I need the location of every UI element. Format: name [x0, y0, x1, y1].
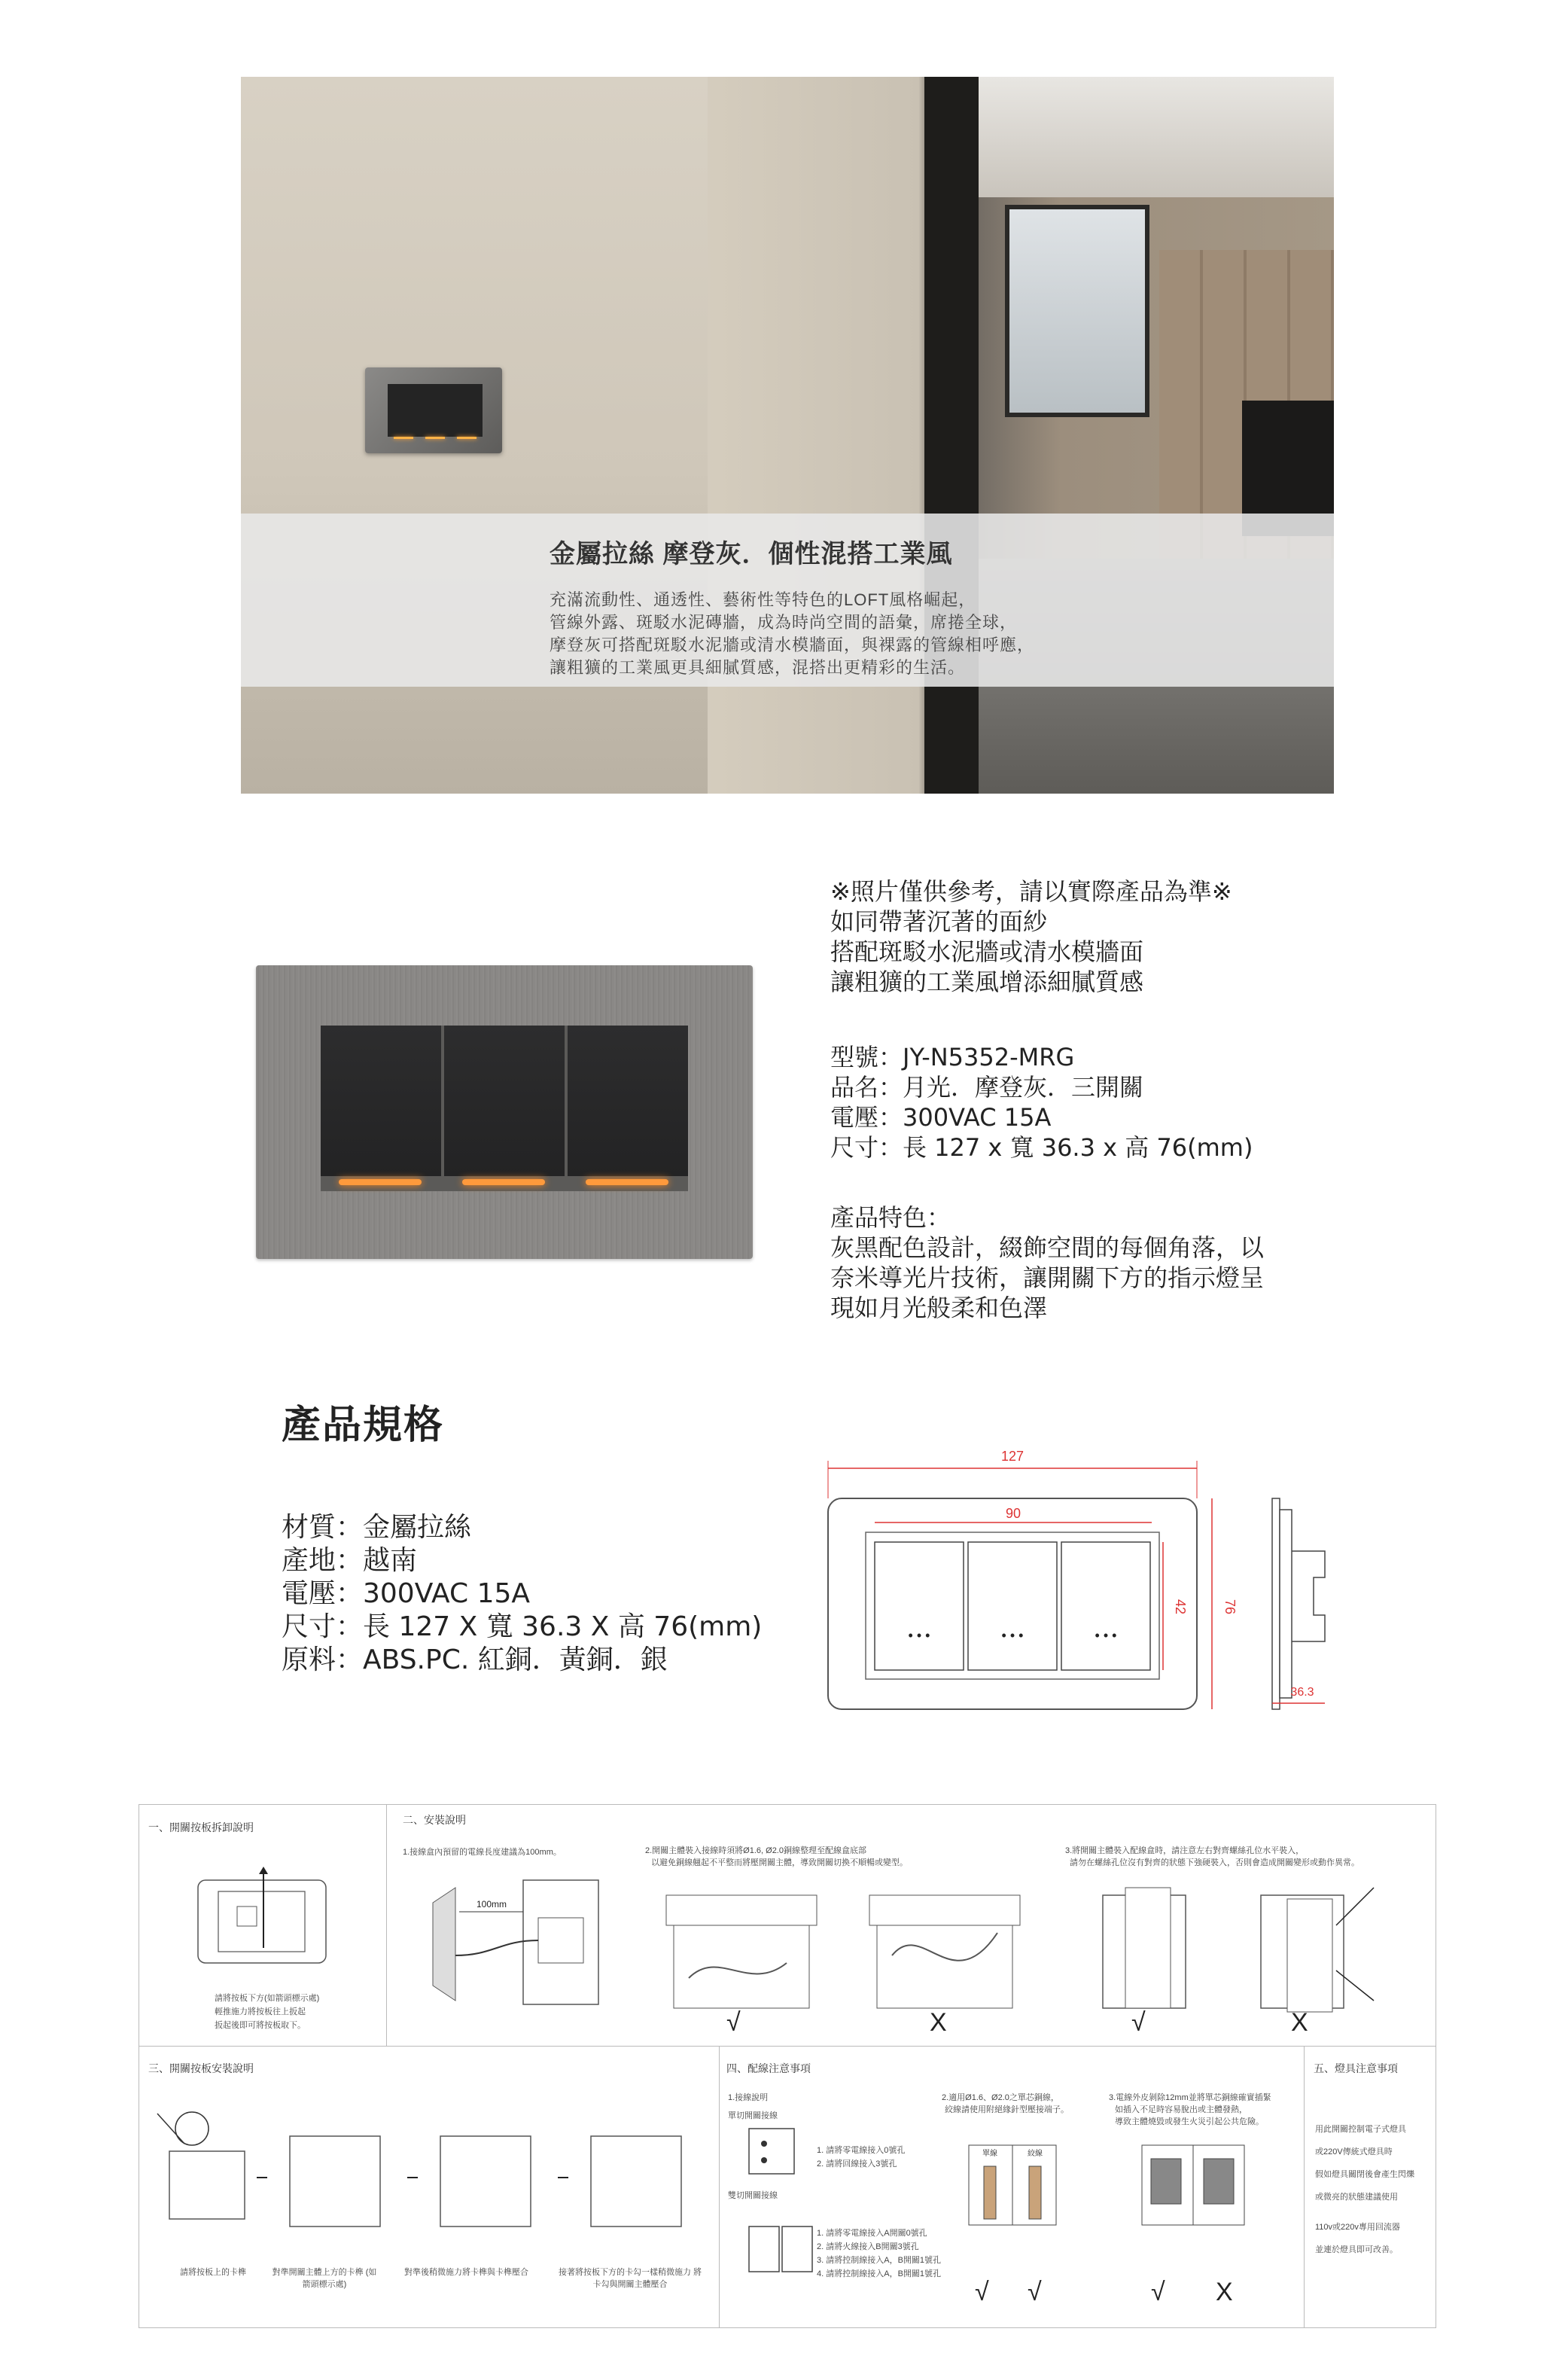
section-3-title: 三、開關按板安裝說明	[148, 2062, 254, 2074]
plate-install-illustrations	[154, 2106, 711, 2242]
specs-title: 產品規格	[282, 1404, 445, 1447]
spec-origin: 產地：越南	[282, 1545, 418, 1576]
lamp-note: 或微亮的狀態建議使用	[1315, 2193, 1398, 2202]
hero-switch-key	[451, 384, 483, 437]
section-4-title: 四、配線注意事項	[726, 2062, 811, 2074]
photo-notice: ※照片僅供參考，請以實際產品為準※	[830, 877, 1232, 906]
product-key-frame	[321, 1026, 688, 1191]
feature-line: 奈米導光片技術，讓開關下方的指示燈呈	[830, 1263, 1265, 1292]
incorrect-mark: X	[930, 2008, 947, 2037]
install-step-3b: 請勿在螺絲孔位沒有對齊的狀態下強硬裝入，否則會造成開關變形或動作異常。	[1070, 1858, 1359, 1867]
install-step-2a: 2.開關主體裝入接線時須將Ø1.6, Ø2.0銅線整理至配線盒底部	[645, 1846, 866, 1855]
hero-switch-led	[457, 437, 476, 439]
section-2-title: 二、安裝說明	[403, 1814, 466, 1826]
install-step-2b: 以避免銅線翹起不平整而將壓開關主體，導致開關切換不順暢或變型。	[651, 1858, 908, 1867]
plate-install-caption: 接著將按板下方的卡勾一樣稍微施力 將卡勾與開關主體壓合	[558, 2268, 702, 2289]
hero-window	[1005, 205, 1149, 417]
remove-plate-illustration	[192, 1865, 335, 1970]
description-line: 如同帶著沉著的面紗	[830, 907, 1048, 936]
lamp-note: 假如燈具關閉後會產生閃爍	[1315, 2170, 1414, 2179]
product-key-left	[321, 1026, 441, 1176]
wire-type-stranded: 絞線	[1028, 2150, 1043, 2158]
side-view-mount	[1292, 1551, 1325, 1641]
section-1-title: 一、開關按板拆卸說明	[148, 1821, 254, 1833]
product-led	[462, 1179, 545, 1185]
hero-switch-led	[425, 437, 445, 439]
feature-line: 灰黑配色設計，綴飾空間的每個角落，以	[830, 1233, 1265, 1262]
installation-manual	[139, 1804, 1436, 2328]
wire-length-label: 100mm	[476, 1899, 507, 1910]
dim-inner-width-label: 90	[1005, 1506, 1021, 1521]
double-switch-label: 雙切開關接線	[728, 2191, 778, 2200]
hero-text-line: 摩登灰可搭配斑駁水泥牆或清水模牆面，與裸露的管線相呼應，	[550, 635, 1035, 654]
screw-alignment-illustration	[1095, 1880, 1419, 2016]
spec-raw-material: 原料：ABS.PC. 紅銅．黃銅．銀	[282, 1644, 668, 1675]
diagram-key	[968, 1542, 1057, 1670]
features-title: 產品特色：	[830, 1203, 951, 1232]
lamp-note: 或220V傳統式燈具時	[1315, 2147, 1393, 2156]
correct-mark: √	[1151, 2278, 1165, 2306]
side-view-body	[1280, 1510, 1292, 1698]
wiring-note-2a: 2.適用Ø1.6、Ø2.0之單芯銅線，	[942, 2093, 1059, 2102]
hero-ceiling	[979, 77, 1334, 197]
hero-text-line: 管線外露、斑駁水泥磚牆，成為時尚空間的語彙，席捲全球，	[550, 613, 1018, 632]
wire-type-single: 單線	[982, 2150, 997, 2158]
wiring-note-2b: 絞線請使用附絕緣針型壓接端子。	[945, 2105, 1069, 2114]
model-number: 型號：JY-N5352-MRG	[830, 1043, 1075, 1071]
diagram-key-dots: • • •	[1095, 1628, 1117, 1643]
hero-text-line: 讓粗獷的工業風更具細膩質感，混搭出更精彩的生活。	[550, 658, 966, 677]
wiring-diagram	[741, 2121, 817, 2294]
lamp-note: 用此開關控制電子式燈具	[1315, 2125, 1406, 2134]
double-step: 1. 請將零電線接入A開關0號孔	[817, 2229, 927, 2238]
incorrect-mark: X	[1291, 2008, 1308, 2037]
wire-arrangement-illustration	[651, 1888, 1043, 2023]
dimensions: 尺寸：長 127 x 寬 36.3 x 高 76(mm)	[830, 1133, 1253, 1162]
hero-switch-led	[394, 437, 413, 439]
description-line: 讓粗獷的工業風增添細膩質感	[830, 968, 1144, 996]
wiring-title: 1.接線說明	[728, 2093, 769, 2102]
hero-switch-plate	[365, 367, 502, 453]
plate-install-caption: 請將按板上的卡榫	[180, 2268, 246, 2277]
product-led	[586, 1179, 668, 1185]
dim-width-label: 127	[1000, 1449, 1025, 1464]
wiring-note-3c: 導致主體燒毀或發生火災引起公共危險。	[1115, 2117, 1264, 2126]
hero-photo	[241, 77, 1334, 794]
correct-mark: √	[1131, 2008, 1146, 2037]
plate-install-caption: 對準後稍微施力將卡榫與卡榫壓合	[404, 2268, 528, 2277]
double-step: 2. 請將火線接入B開關3號孔	[817, 2242, 919, 2251]
product-key-middle	[444, 1026, 565, 1176]
single-switch-label: 單切開關接線	[728, 2111, 778, 2120]
wiring-note-3b: 如插入不足時容易脫出或主體發熱，	[1115, 2105, 1247, 2114]
wiring-note-3a: 3.電線外皮剝除12mm並將單芯銅線確實插緊	[1109, 2093, 1271, 2102]
single-step: 2. 請將回線接入3號孔	[817, 2159, 897, 2169]
double-step: 4. 請將控制線接入A，B開關1號孔	[817, 2269, 942, 2278]
product-led	[339, 1179, 422, 1185]
product-key-right	[568, 1026, 688, 1176]
section-1-note: 扳起後即可將按板取下。	[215, 2021, 306, 2030]
incorrect-mark: X	[1216, 2278, 1233, 2306]
lamp-note: 110v或220v專用回流器	[1315, 2223, 1400, 2232]
side-view-plate	[1272, 1498, 1280, 1709]
double-step: 3. 請將控制線接入A，B開關1號孔	[817, 2256, 942, 2265]
section-1-note: 輕推施力將按板往上扳起	[215, 2007, 306, 2016]
diagram-key	[875, 1542, 964, 1670]
hero-text-line: 充滿流動性、通透性、藝術性等特色的LOFT風格崛起，	[550, 590, 976, 609]
dimension-diagram	[821, 1438, 1347, 1717]
single-step: 1. 請將零電線接入0號孔	[817, 2146, 906, 2155]
diagram-key-dots: • • •	[1001, 1628, 1024, 1643]
section-1-note: 請將按板下方(如箭頭標示處)	[215, 1994, 320, 2003]
hero-switch-key	[388, 384, 419, 437]
voltage: 電壓：300VAC 15A	[830, 1103, 1052, 1132]
product-photo	[256, 965, 753, 1259]
spec-voltage: 電壓：300VAC 15A	[282, 1578, 531, 1609]
install-step-3a: 3.將開關主體裝入配線盒時，請注意左右對齊螺絲孔位水平裝入，	[1065, 1846, 1305, 1855]
hero-title: 金屬拉絲 摩登灰．個性混搭工業風	[550, 540, 953, 568]
correct-mark: √	[975, 2278, 989, 2306]
hero-switch-key	[419, 384, 451, 437]
correct-mark: √	[1028, 2278, 1042, 2306]
correct-mark: √	[726, 2008, 741, 2037]
dim-depth-label: 36.3	[1290, 1686, 1314, 1699]
wire-type-illustration	[967, 2144, 1058, 2227]
dim-height-label: 76	[1222, 1599, 1238, 1615]
section-5-title: 五、燈具注意事項	[1314, 2062, 1398, 2074]
spec-material: 材質：金屬拉絲	[282, 1512, 472, 1543]
diagram-key	[1061, 1542, 1150, 1670]
product-name: 品名：月光．摩登灰．三開關	[830, 1073, 1144, 1102]
feature-line: 現如月光般柔和色澤	[830, 1294, 1048, 1322]
install-step-1: 1.接線盒內預留的電線長度建議為100mm。	[403, 1848, 562, 1857]
lamp-note: 並連於燈具即可改善。	[1315, 2245, 1398, 2254]
wire-length-illustration	[425, 1873, 606, 2008]
diagram-key-dots: • • •	[908, 1628, 930, 1643]
description-line: 搭配斑駁水泥牆或清水模牆面	[830, 937, 1144, 966]
hero-caption-box	[241, 514, 1334, 687]
spec-size: 尺寸：長 127 X 寬 36.3 X 高 76(mm)	[282, 1611, 763, 1642]
wire-insertion-illustration	[1140, 2144, 1246, 2227]
plate-install-caption: 對準開關主體上方的卡榫 (如箭頭標示處)	[272, 2268, 377, 2289]
dim-inner-height-label: 42	[1173, 1599, 1188, 1615]
